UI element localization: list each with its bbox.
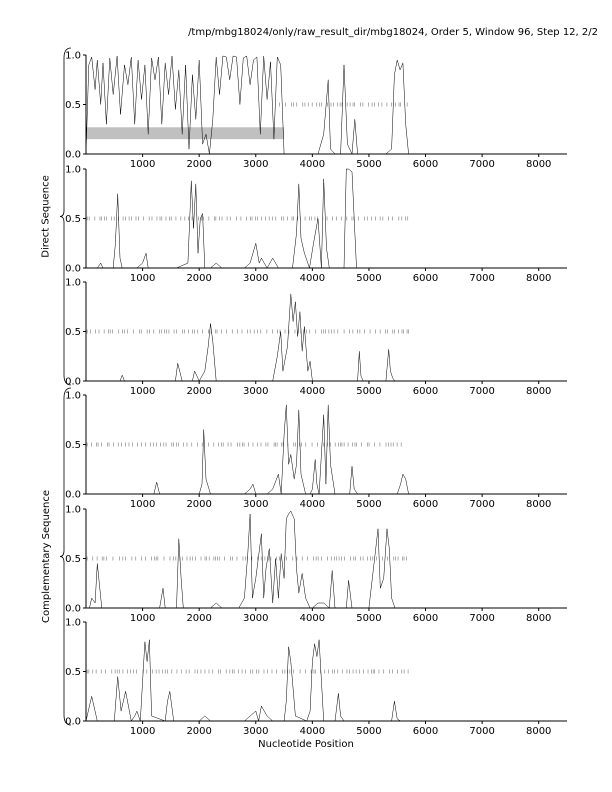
y-tick-label: 0.5	[65, 554, 81, 565]
marker-row	[87, 330, 408, 334]
highlight-region	[86, 127, 284, 139]
x-tick-label: 3000	[243, 499, 269, 510]
x-tick-label: 7000	[469, 726, 495, 737]
x-tick-label: 7000	[469, 159, 495, 170]
series-line	[86, 405, 567, 494]
x-tick-label: 5000	[356, 499, 382, 510]
plot-panel-6	[65, 618, 567, 738]
x-tick-label: 2000	[186, 386, 212, 397]
x-tick-label: 3000	[243, 726, 269, 737]
x-tick-label: 3000	[243, 273, 269, 284]
x-tick-label: 5000	[356, 386, 382, 397]
x-tick-label: 4000	[299, 613, 326, 624]
series-line	[86, 169, 567, 268]
y-tick-label: 1.0	[65, 617, 81, 629]
x-tick-label: 6000	[412, 273, 439, 284]
y-tick-label: 0.0	[65, 376, 81, 388]
y-tick-label: 0.5	[65, 440, 81, 451]
x-tick-label: 2000	[186, 613, 212, 624]
x-tick-label: 3000	[243, 613, 269, 624]
x-tick-label: 4000	[299, 726, 326, 737]
x-tick-label: 6000	[412, 726, 439, 737]
x-tick-label: 3000	[243, 386, 269, 397]
x-tick-label: 2000	[186, 273, 212, 284]
plot-panel-3	[65, 278, 567, 398]
x-tick-label: 8000	[525, 613, 552, 624]
y-tick-label: 0.5	[65, 214, 81, 225]
marker-row	[87, 443, 401, 447]
plot-panel-1	[65, 51, 567, 171]
x-tick-label: 7000	[469, 613, 495, 624]
y-tick-label: 1.0	[65, 504, 81, 516]
x-tick-label: 4000	[299, 386, 326, 397]
x-tick-label: 5000	[356, 159, 382, 170]
x-tick-label: 1000	[129, 613, 156, 624]
y-tick-label: 1.0	[65, 277, 81, 289]
y-tick-label: 1.0	[65, 164, 81, 176]
x-tick-label: 8000	[525, 499, 552, 510]
x-axis-label: Nucleotide Position	[258, 739, 354, 750]
x-tick-label: 2000	[186, 499, 212, 510]
x-tick-label: 8000	[525, 159, 552, 170]
x-tick-label: 6000	[412, 613, 439, 624]
x-tick-label: 8000	[525, 386, 552, 397]
x-tick-label: 1000	[129, 273, 156, 284]
x-tick-label: 8000	[525, 726, 552, 737]
x-tick-label: 7000	[469, 499, 495, 510]
x-tick-label: 1000	[129, 726, 156, 737]
x-tick-label: 6000	[412, 386, 439, 397]
x-tick-label: 2000	[186, 159, 212, 170]
y-tick-label: 0.0	[65, 263, 81, 275]
y-tick-label: 0.0	[65, 489, 81, 501]
series-line	[86, 294, 567, 381]
marker-row	[87, 217, 408, 221]
series-line	[86, 56, 567, 154]
x-tick-label: 5000	[356, 613, 382, 624]
x-tick-label: 6000	[412, 499, 439, 510]
page-title: /tmp/mbg18024/only/raw_result_dir/mbg18024, Order 5, Window 96, Step 12, 2/2	[188, 27, 598, 38]
plot-panel-2	[65, 165, 567, 285]
x-tick-label: 4000	[299, 273, 326, 284]
marker-row	[280, 103, 408, 107]
x-tick-label: 7000	[469, 273, 495, 284]
y-tick-label: 0.5	[65, 327, 81, 338]
x-tick-label: 2000	[186, 726, 212, 737]
y-tick-label: 0.5	[65, 100, 81, 111]
x-tick-label: 5000	[356, 726, 382, 737]
direct-sequence-label: Direct Sequence	[40, 174, 52, 258]
y-tick-label: 0.5	[65, 667, 81, 678]
x-tick-label: 4000	[299, 159, 326, 170]
x-tick-label: 1000	[129, 499, 156, 510]
x-tick-label: 7000	[469, 386, 495, 397]
y-tick-label: 1.0	[65, 390, 81, 402]
x-tick-label: 1000	[129, 386, 156, 397]
marker-row	[87, 670, 408, 674]
y-tick-label: 1.0	[65, 50, 81, 62]
y-tick-label: 0.0	[65, 149, 81, 161]
plot-panel-5	[65, 505, 567, 625]
x-tick-label: 6000	[412, 159, 439, 170]
x-tick-label: 1000	[129, 159, 156, 170]
y-tick-label: 0.0	[65, 603, 81, 615]
plot-panel-4	[65, 391, 567, 511]
x-tick-label: 3000	[243, 159, 269, 170]
x-tick-label: 8000	[525, 273, 552, 284]
complementary-sequence-label: Complementary Sequence	[40, 489, 52, 623]
series-line	[86, 640, 567, 721]
marker-row	[87, 557, 406, 561]
y-tick-label: 0.0	[65, 716, 81, 728]
x-tick-label: 5000	[356, 273, 382, 284]
x-tick-label: 4000	[299, 499, 326, 510]
